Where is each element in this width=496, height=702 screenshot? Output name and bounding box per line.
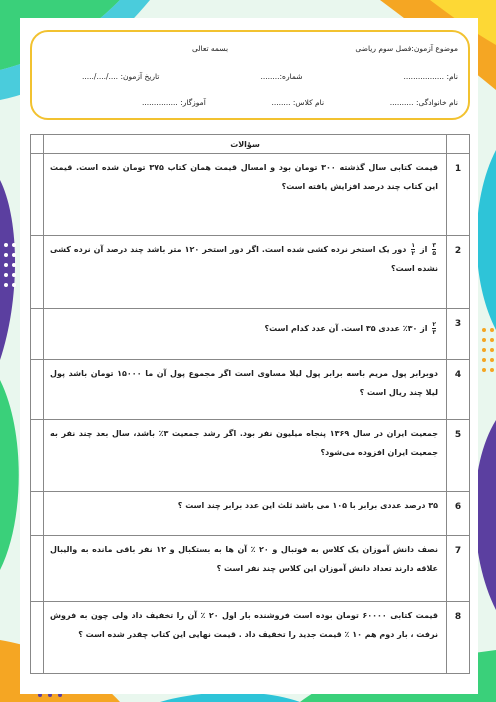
question-text: نصف دانش آموزان یک کلاس به فوتبال و ۲۰ ٪ آن ها به بستکبال و ۱۲ نفر باقی مانده به والیبال علاقه دارند تعداد دانش آموزان این کلاس چند نفر است ؟ xyxy=(44,536,447,602)
exam-date-field[interactable]: تاریخ آزمون: ..../..../..... xyxy=(82,71,160,81)
name-field[interactable]: نام: ................. xyxy=(403,71,458,81)
fraction: $\frac{۳}{۵}$ xyxy=(432,242,437,257)
question-text: ۳۵ درصد عددی برابر با ۱۰۵ می باشد ثلث این عدد برابر چند است ؟ xyxy=(44,492,447,536)
fraction: $\frac{۲}{۳}$ xyxy=(432,321,436,336)
question-text: دوبرابر پول مریم باسه برابر پول لیلا مساوی است اگر مجموع پول آن ما ۱۵۰۰۰ تومان باشد پول لیلا چند ریال است ؟ xyxy=(44,360,447,420)
family-name-field[interactable]: نام خانوادگی: .......... xyxy=(389,97,458,107)
question-row xyxy=(31,309,470,360)
question-row xyxy=(31,154,470,236)
question-number: 6 xyxy=(447,492,470,536)
question-number: 8 xyxy=(447,602,470,674)
number-column-header xyxy=(447,135,470,154)
subject-label: موضوع آزمون:فصل سوم ریاضی xyxy=(355,43,458,53)
question-text: $\frac{۳}{۵}$ از $\frac{۱}{۲}$ دور یک استخر نرده کشی شده است. اگر دور استخر ۱۲۰ متر باشد چند درصد آن نرده کشی نشده است؟ xyxy=(44,236,447,309)
question-row xyxy=(31,360,470,420)
side-column-header xyxy=(31,135,44,154)
question-number: 2 xyxy=(447,236,470,309)
questions-table xyxy=(30,134,470,674)
question-row xyxy=(31,602,470,674)
question-number: 4 xyxy=(447,360,470,420)
question-row xyxy=(31,492,470,536)
question-row xyxy=(31,236,470,309)
exam-header xyxy=(30,30,470,120)
questions-heading: سؤالات xyxy=(44,135,447,154)
question-text: قیمت کتابی ۶۰۰۰۰ تومان بوده است فروشنده بار اول ۲۰ ٪ آن را تخفیف داد ولی چون به فروش نرفت ، بار دوم هم ۱۰ ٪ قیمت جدید را تخفیف داد . قیمت نهایی این کتاب چقدر شده است ؟ xyxy=(44,602,447,674)
basmala: بسمه تعالی xyxy=(192,43,229,53)
question-number: 5 xyxy=(447,420,470,492)
fraction: $\frac{۱}{۲}$ xyxy=(411,242,415,257)
question-number: 1 xyxy=(447,154,470,236)
question-row xyxy=(31,420,470,492)
teacher-field[interactable]: آموزگار: ............... xyxy=(142,97,206,107)
question-text: قیمت کتابی سال گذشته ۳۰۰ تومان بود و امسال قیمت همان کتاب ۳۷۵ تومان شده است. قیمت این کتاب چند درصد افزایش یافته است؟ xyxy=(44,154,447,236)
question-number: 3 xyxy=(447,309,470,360)
number-field[interactable]: شماره:........ xyxy=(260,71,303,81)
question-text: $\frac{۲}{۳}$ از ۳۰٪ عددی ۳۵ است. آن عدد کدام است؟ xyxy=(44,309,447,360)
question-number: 7 xyxy=(447,536,470,602)
question-text: جمعیت ایران در سال ۱۳۶۹ پنجاه میلیون نفر بود. اگر رشد جمعیت ۳٪ باشد، سال بعد چند نفر به جمعیت ایران افزوده می‌شود؟ xyxy=(44,420,447,492)
class-name-field[interactable]: نام کلاس: ........ xyxy=(271,97,325,107)
question-row xyxy=(31,536,470,602)
